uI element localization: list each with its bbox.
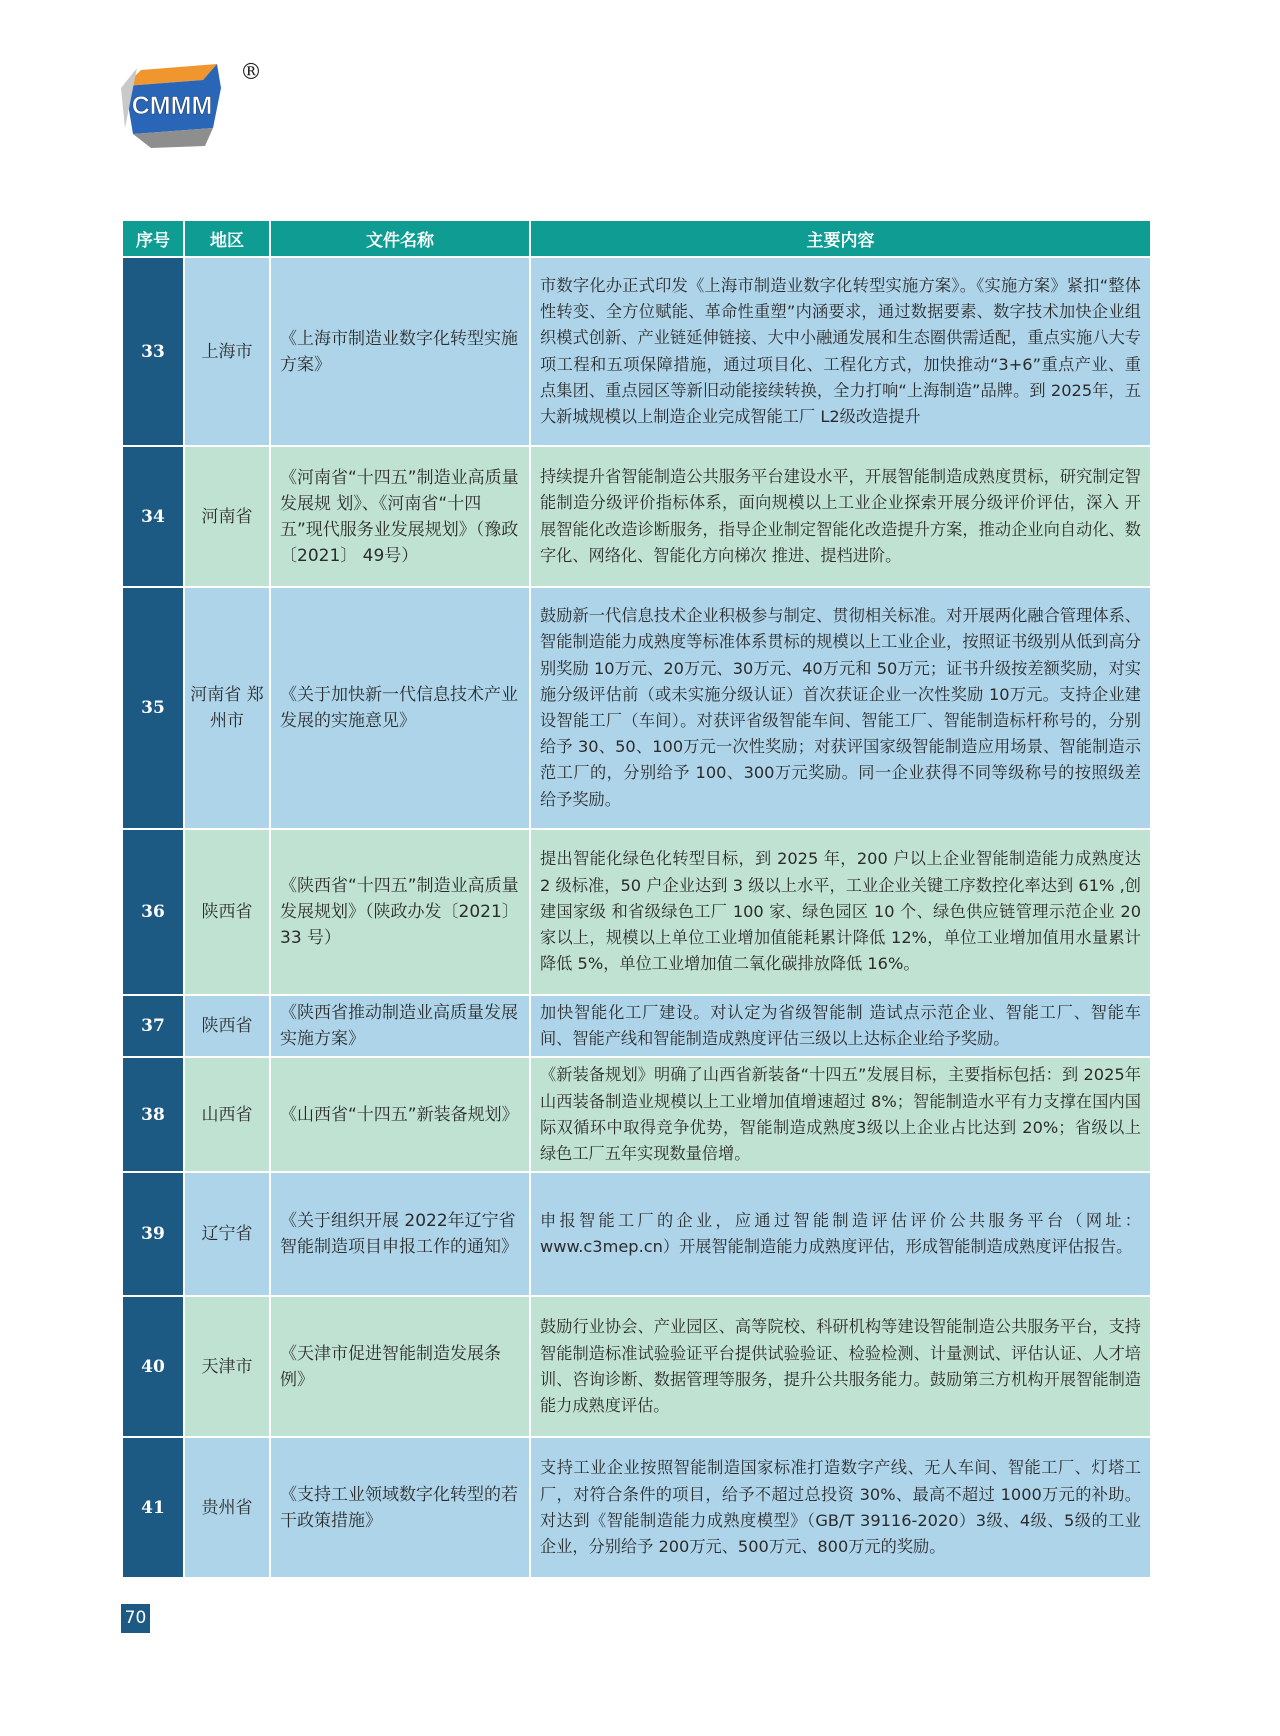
- row-region: 辽宁省: [184, 1172, 270, 1296]
- row-document: 《关于加快新一代信息技术产业发展的实施意见》: [270, 587, 530, 829]
- header-region: 地区: [184, 220, 270, 257]
- row-content: 支持工业企业按照智能制造国家标准打造数字产线、无人车间、智能工厂、灯塔工厂，对符合条件的项目，给予不超过总投资 30%、最高不超过 1000万元的补助。对达到《智能制造能力成熟度模型》（GB/T 39116-2020）3级、4级、5级的工业企业，分别给予 200万元、500万元、800万元的奖励。: [530, 1437, 1151, 1578]
- row-region: 陕西省: [184, 829, 270, 995]
- row-seq: 37: [122, 995, 184, 1057]
- row-document: 《陕西省“十四五”制造业高质量发展规划》（陕政办发〔2021〕33 号）: [270, 829, 530, 995]
- row-content: 鼓励新一代信息技术企业积极参与制定、贯彻相关标准。对开展两化融合管理体系、智能制造能力成熟度等标准体系贯标的规模以上工业企业，按照证书级别从低到高分别奖励 10万元、20万元、30万元、40万元和 50万元；证书升级按差额奖励，对实施分级评估前（或未实施分级认证）首次获证企业一次性奖励 10万元。支持企业建设智能工厂（车间）。对获评省级智能车间、智能工厂、智能制造标杆称号的，分别给予 30、50、100万元一次性奖励；对获评国家级智能制造应用场景、智能制造示范工厂的，分别给予 100、300万元奖励。同一企业获得不同等级称号的按照级差给予奖励。: [530, 587, 1151, 829]
- table-row: [122, 1437, 1151, 1578]
- table-row: [122, 995, 1151, 1057]
- row-seq: 41: [122, 1437, 184, 1578]
- table-row: [122, 1057, 1151, 1172]
- table-row: [122, 446, 1151, 587]
- row-seq: 35: [122, 587, 184, 829]
- row-content: 《新装备规划》明确了山西省新装备“十四五”发展目标，主要指标包括：到 2025年山西装备制造业规模以上工业增加值增速超过 8%；智能制造水平有力支撑在国内国际双循环中取得竞争优势，智能制造成熟度3级以上企业占比达到 20%；省级以上绿色工厂五年实现数量倍增。: [530, 1057, 1151, 1172]
- row-document: 《陕西省推动制造业高质量发展实施方案》: [270, 995, 530, 1057]
- row-region: 天津市: [184, 1296, 270, 1437]
- table-header-row: [122, 220, 1151, 257]
- row-document: 《河南省“十四五”制造业高质量发展规 划》、《河南省“十四五”现代服务业发展规划》（豫政〔2021〕 49号）: [270, 446, 530, 587]
- row-region: 贵州省: [184, 1437, 270, 1578]
- row-region: 河南省 郑州市: [184, 587, 270, 829]
- header-seq: 序号: [122, 220, 184, 257]
- row-seq: 38: [122, 1057, 184, 1172]
- row-content: 申报智能工厂的企业，应通过智能制造评估评价公共服务平台（网址：www.c3mep.cn）开展智能制造能力成熟度评估，形成智能制造成熟度评估报告。: [530, 1172, 1151, 1296]
- row-seq: 36: [122, 829, 184, 995]
- table-row: [122, 587, 1151, 829]
- row-region: 上海市: [184, 257, 270, 446]
- row-content: 提出智能化绿色化转型目标，到 2025 年，200 户以上企业智能制造能力成熟度达 2 级标准，50 户企业达到 3 级以上水平，工业企业关键工序数控化率达到 61% ,创建国家级 和省级绿色工厂 100 家、绿色园区 10 个、绿色供应链管理示范企业 20 家以上，规模以上单位工业增加值能耗累计降低 12%，单位工业增加值用水量累计降低 5%，单位工业增加值二氧化碳排放降低 16%。: [530, 829, 1151, 995]
- table-row: [122, 1172, 1151, 1296]
- row-content: 市数字化办正式印发《上海市制造业数字化转型实施方案》。《实施方案》紧扣“整体性转变、全方位赋能、革命性重塑”内涵要求，通过数据要素、数字技术加快企业组织模式创新、产业链延伸链接、大中小融通发展和生态圈供需适配，重点实施八大专项工程和五项保障措施，通过项目化、工程化方式，加快推动“3+6”重点产业、重点集团、重点园区等新旧动能接续转换，全力打响“上海制造”品牌。到 2025年，五大新城规模以上制造企业完成智能工厂 L2级改造提升: [530, 257, 1151, 446]
- row-content: 持续提升省智能制造公共服务平台建设水平，开展智能制造成熟度贯标，研究制定智能制造分级评价指标体系，面向规模以上工业企业探索开展分级评价评估，深入 开展智能化改造诊断服务，指导企业制定智能化改造提升方案，推动企业向自动化、数字化、网络化、智能化方向梯次 推进、提档进阶。: [530, 446, 1151, 587]
- header-content: 主要内容: [530, 220, 1151, 257]
- table-row: [122, 257, 1151, 446]
- page-number: 70: [121, 1604, 150, 1633]
- row-document: 《支持工业领域数字化转型的若干政策措施》: [270, 1437, 530, 1578]
- row-seq: 33: [122, 257, 184, 446]
- logo-wordmark: CMMM: [131, 92, 213, 120]
- row-content: 加快智能化工厂建设。对认定为省级智能制 造试点示范企业、智能工厂、智能车间、智能产线和智能制造成熟度评估三级以上达标企业给予奖励。: [530, 995, 1151, 1057]
- policy-table: [121, 219, 1152, 1579]
- row-region: 河南省: [184, 446, 270, 587]
- row-seq: 34: [122, 446, 184, 587]
- row-region: 陕西省: [184, 995, 270, 1057]
- row-seq: 39: [122, 1172, 184, 1296]
- row-document: 《关于组织开展 2022年辽宁省智能制造项目申报工作的通知》: [270, 1172, 530, 1296]
- row-document: 《上海市制造业数字化转型实施方案》: [270, 257, 530, 446]
- row-document: 《山西省“十四五”新装备规划》: [270, 1057, 530, 1172]
- row-region: 山西省: [184, 1057, 270, 1172]
- header-document: 文件名称: [270, 220, 530, 257]
- row-seq: 40: [122, 1296, 184, 1437]
- row-content: 鼓励行业协会、产业园区、高等院校、科研机构等建设智能制造公共服务平台，支持智能制造标准试验验证平台提供试验验证、检验检测、计量测试、评估认证、人才培训、咨询诊断、数据管理等服务，提升公共服务能力。鼓励第三方机构开展智能制造能力成熟度评估。: [530, 1296, 1151, 1437]
- registered-mark: ®: [240, 60, 262, 85]
- table-row: [122, 829, 1151, 995]
- table-row: [122, 1296, 1151, 1437]
- row-document: 《天津市促进智能制造发展条例》: [270, 1296, 530, 1437]
